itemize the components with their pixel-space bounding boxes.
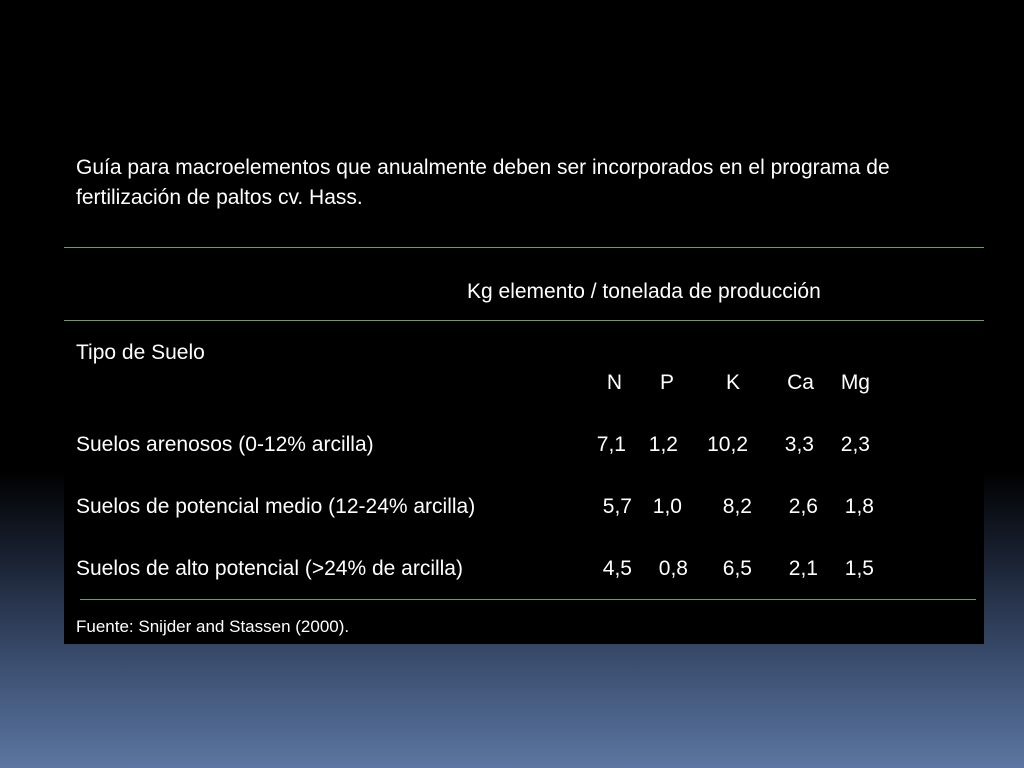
header-divider: [64, 320, 984, 321]
row-label-alto-potencial: Suelos de alto potencial (>24% de arcilla): [76, 557, 463, 580]
cell-ca: 3,3: [784, 433, 814, 456]
cell-p: 1,2: [648, 433, 678, 456]
column-header-ca: Ca: [787, 371, 814, 394]
soil-type-header: Tipo de Suelo: [76, 341, 205, 364]
cell-k: 8,2: [722, 495, 752, 518]
source-note: Fuente: Snijder and Stassen (2000).: [76, 617, 350, 636]
cell-p: 0,8: [658, 557, 688, 580]
cell-n: 5,7: [602, 495, 632, 518]
cell-n: 7,1: [596, 433, 626, 456]
slide-panel: [64, 0, 984, 644]
column-header-mg: Mg: [840, 371, 870, 394]
row-label-arenosos: Suelos arenosos (0-12% arcilla): [76, 433, 374, 456]
cell-ca: 2,6: [788, 495, 818, 518]
row-label-potencial-medio: Suelos de potencial medio (12-24% arcilla): [76, 495, 476, 518]
cell-mg: 1,5: [844, 557, 874, 580]
column-header-k: K: [725, 371, 740, 394]
cell-k: 10,2: [707, 433, 748, 456]
top-divider: [64, 247, 984, 248]
cell-p: 1,0: [652, 495, 682, 518]
slide-title: Guía para macroelementos que anualmente deben ser incorporados en el programa de fertilización de paltos cv. Hass.: [76, 156, 890, 209]
column-header-n: N: [606, 371, 622, 394]
cell-n: 4,5: [602, 557, 632, 580]
bottom-divider: [80, 599, 976, 600]
cell-mg: 1,8: [844, 495, 874, 518]
units-header: Kg elemento / tonelada de producción: [467, 280, 821, 303]
cell-ca: 2,1: [788, 557, 818, 580]
cell-k: 6,5: [722, 557, 752, 580]
column-header-p: P: [659, 371, 674, 394]
cell-mg: 2,3: [840, 433, 870, 456]
